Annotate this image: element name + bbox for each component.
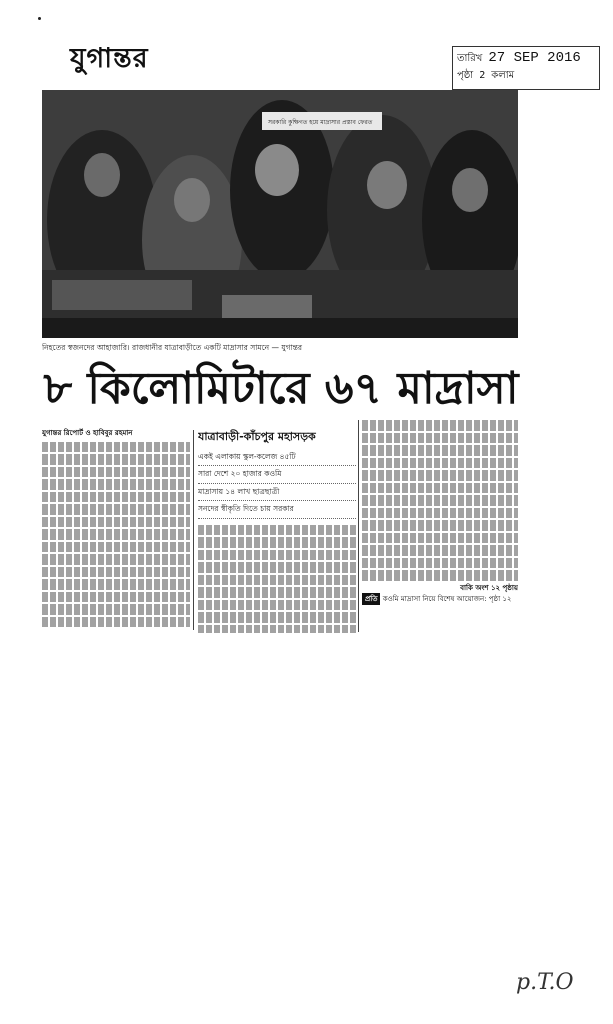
column-divider bbox=[193, 430, 194, 630]
promo-text: কওমি মাদ্রাসা নিয়ে বিশেষ আয়োজন: পৃষ্ঠা ১২ bbox=[382, 595, 512, 603]
date-stamp bbox=[452, 46, 600, 90]
photo-caption: নিহতের স্বজনদের আহাজারি। রাজধানীর যাত্রাবাড়ীতে একটি মাদ্রাসার সামনে — যুগান্তর bbox=[42, 343, 303, 352]
handwritten-pto-note: p.T.O bbox=[516, 970, 574, 995]
placard-text: সরকারি কুক্ষিগত হয়ে মাদ্রাসার প্রস্তাব ফেরত bbox=[268, 119, 373, 126]
byline: যুগান্তর রিপোর্ট ও হাবিবুর রহমান bbox=[42, 429, 133, 437]
newspaper-masthead: যুগান্তর bbox=[70, 43, 149, 74]
highlight-point: মাদ্রাসায় ১৪ লাখ ছাত্রছাত্রী bbox=[198, 484, 356, 502]
promo-badge: প্রতি bbox=[362, 593, 380, 605]
speck bbox=[38, 17, 41, 20]
column-divider bbox=[358, 420, 359, 632]
highlight-point: সারা দেশে ২০ হাজার কওমি bbox=[198, 466, 356, 484]
news-photo bbox=[42, 90, 518, 338]
special-coverage-promo bbox=[362, 593, 518, 613]
protest-photo-illustration bbox=[42, 90, 518, 338]
page-value: 2 bbox=[479, 70, 486, 81]
article-column-1 bbox=[42, 428, 190, 628]
continued-reference: বাকি অংশ ১২ পৃষ্ঠায় bbox=[460, 583, 518, 592]
date-label: তারিখ bbox=[457, 53, 483, 64]
highlight-point: একই এলাকায় স্কুল-কলেজ ৪৫টি bbox=[198, 449, 356, 467]
subheadline: যাত্রাবাড়ী-কাঁচপুর মহাসড়ক bbox=[198, 430, 316, 443]
article-column-2 bbox=[198, 428, 356, 633]
column-label: কলাম bbox=[491, 70, 515, 81]
article-column-3 bbox=[362, 420, 518, 620]
highlight-point: সনদের স্বীকৃতি দিতে চায় সরকার bbox=[198, 501, 356, 519]
date-value: 27 SEP 2016 bbox=[488, 50, 581, 66]
headline: ৮ কিলোমিটারে ৬৭ মাদ্রাসা bbox=[43, 363, 519, 414]
page-label: পৃষ্ঠা bbox=[457, 70, 474, 81]
